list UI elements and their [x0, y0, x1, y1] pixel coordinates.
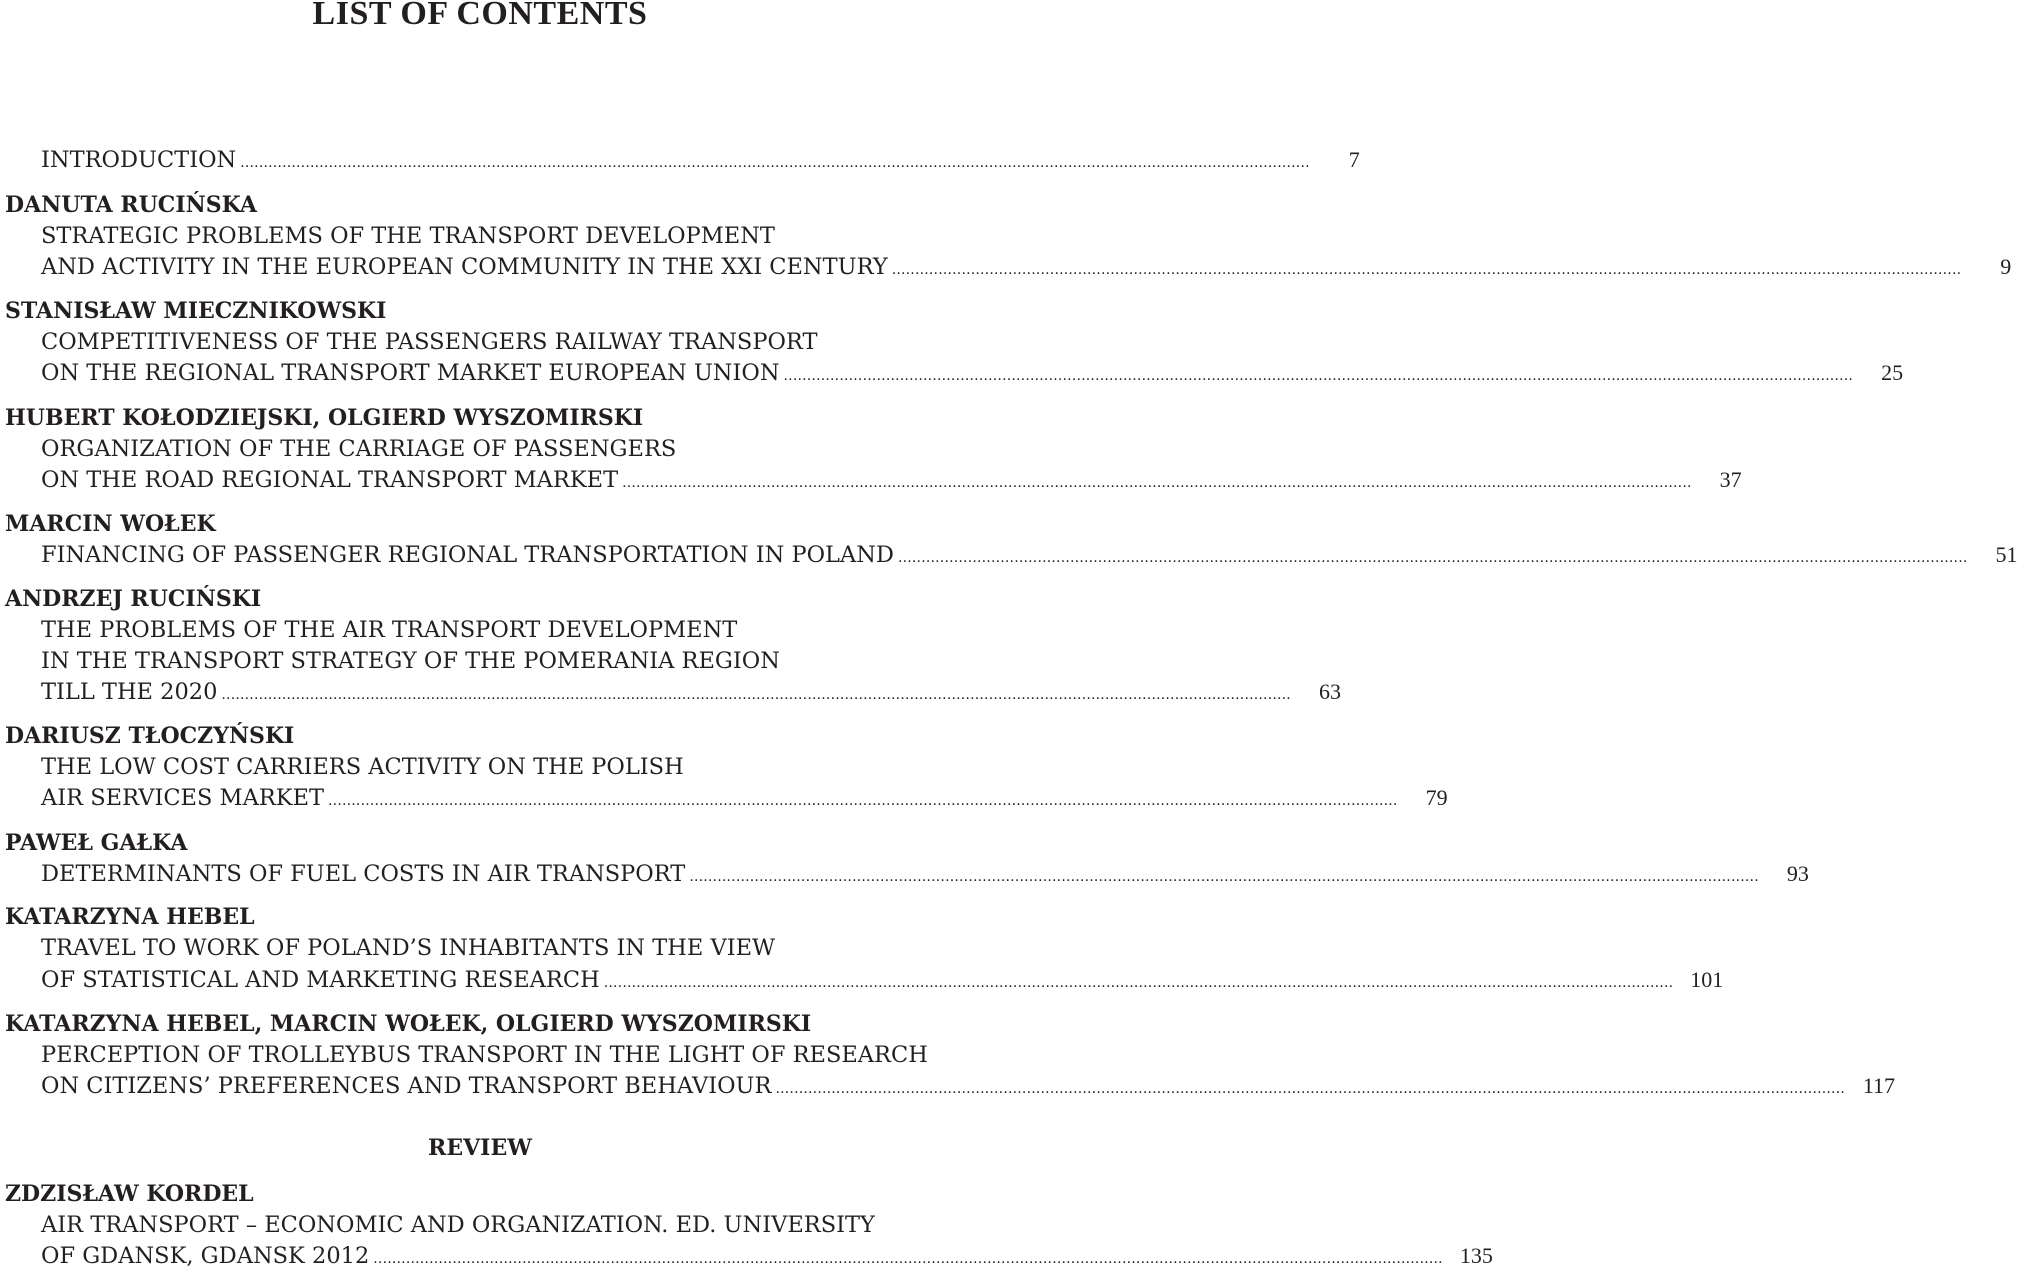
page-number: 63	[1318, 679, 1341, 704]
toc-entry-link[interactable]	[41, 965, 1724, 998]
toc-entry-link[interactable]	[41, 1071, 1896, 1104]
toc-title-line: AIR TRANSPORT – ECONOMIC AND ORGANIZATION. ED. UNIVERSITY	[41, 1212, 875, 1238]
dot-leader: ......................................................................................................................................................................................................................................	[622, 475, 1692, 491]
toc-entry-link[interactable]	[41, 859, 1809, 892]
dot-leader: ......................................................................................................................................................................................................................................	[891, 262, 1962, 278]
toc-entry-link[interactable]	[41, 677, 1341, 710]
toc-title-line: IN THE TRANSPORT STRATEGY OF THE POMERANIA REGION	[41, 648, 780, 674]
toc-author: STANISŁAW MIECZNIKOWSKI	[5, 298, 387, 324]
toc-title-line: ON THE ROAD REGIONAL TRANSPORT MARKET	[41, 467, 619, 493]
toc-entry-link[interactable]	[41, 1241, 1493, 1274]
page-number: 117	[1862, 1073, 1896, 1098]
dot-leader: ......................................................................................................................................................................................................................................	[328, 793, 1398, 809]
toc-author: KATARZYNA HEBEL	[5, 904, 255, 930]
toc-title-line: AND ACTIVITY IN THE EUROPEAN COMMUNITY IN THE XXI CENTURY	[41, 254, 888, 280]
toc-author: HUBERT KOŁODZIEJSKI, OLGIERD WYSZOMIRSKI	[5, 405, 644, 431]
page-title: LIST OF CONTENTS	[312, 0, 648, 32]
toc-title-line: INTRODUCTION	[41, 147, 237, 173]
toc-title-line: TRAVEL TO WORK OF POLAND’S INHABITANTS IN THE VIEW	[41, 935, 776, 961]
toc-title-line: DETERMINANTS OF FUEL COSTS IN AIR TRANSPORT	[41, 861, 686, 887]
toc-title-line: ON THE REGIONAL TRANSPORT MARKET EUROPEAN UNION	[41, 360, 780, 386]
toc-title-line: ORGANIZATION OF THE CARRIAGE OF PASSENGERS	[41, 436, 677, 462]
toc-entry-link[interactable]	[41, 358, 1904, 391]
page-number: 101	[1690, 967, 1724, 992]
dot-leader: ......................................................................................................................................................................................................................................	[603, 975, 1674, 991]
dot-leader: ......................................................................................................................................................................................................................................	[897, 550, 1968, 566]
page-number: 25	[1881, 360, 1904, 385]
toc-author: PAWEŁ GAŁKA	[5, 830, 188, 856]
dot-leader: ......................................................................................................................................................................................................................................	[240, 155, 1310, 171]
dot-leader: ......................................................................................................................................................................................................................................	[221, 687, 1291, 703]
toc-entry-link[interactable]	[41, 540, 2018, 573]
toc-title-line: COMPETITIVENESS OF THE PASSENGERS RAILWAY TRANSPORT	[41, 329, 818, 355]
toc-title-line: PERCEPTION OF TROLLEYBUS TRANSPORT IN THE LIGHT OF RESEARCH	[41, 1042, 928, 1068]
toc-author: ZDZISŁAW KORDEL	[5, 1181, 254, 1207]
toc-title-line: THE LOW COST CARRIERS ACTIVITY ON THE POLISH	[41, 754, 684, 780]
toc-title-line: AIR SERVICES MARKET	[41, 785, 325, 811]
page-number: 93	[1786, 861, 1809, 886]
toc-title-line: STRATEGIC PROBLEMS OF THE TRANSPORT DEVELOPMENT	[41, 223, 775, 249]
page-number: 135	[1459, 1243, 1493, 1268]
toc-entry-link[interactable]	[41, 783, 1448, 816]
toc-title-line: FINANCING OF PASSENGER REGIONAL TRANSPORTATION IN POLAND	[41, 542, 894, 568]
toc-entry-link[interactable]	[41, 252, 2012, 285]
toc-entry-introduction[interactable]	[41, 145, 1360, 178]
page-number: 9	[2000, 254, 2012, 279]
section-heading-review: REVIEW	[428, 1135, 532, 1161]
toc-title-line: OF STATISTICAL AND MARKETING RESEARCH	[41, 967, 600, 993]
page-number: 79	[1425, 785, 1448, 810]
dot-leader: ......................................................................................................................................................................................................................................	[689, 869, 1759, 885]
toc-author: ANDRZEJ RUCIŃSKI	[5, 586, 262, 612]
toc-entry-link[interactable]	[41, 465, 1742, 498]
dot-leader: ......................................................................................................................................................................................................................................	[783, 368, 1854, 384]
toc-author: KATARZYNA HEBEL, MARCIN WOŁEK, OLGIERD WYSZOMIRSKI	[5, 1011, 812, 1037]
page-number: 51	[1995, 542, 2018, 567]
dot-leader: ......................................................................................................................................................................................................................................	[775, 1081, 1846, 1097]
toc-author: DANUTA RUCIŃSKA	[5, 192, 257, 218]
toc-author: DARIUSZ TŁOCZYŃSKI	[5, 723, 295, 749]
toc-title-line: OF GDANSK, GDANSK 2012	[41, 1243, 370, 1269]
page-number: 7	[1348, 147, 1360, 172]
toc-title-line: ON CITIZENS’ PREFERENCES AND TRANSPORT BEHAVIOUR	[41, 1073, 772, 1099]
toc-author: MARCIN WOŁEK	[5, 511, 216, 537]
page-number: 37	[1719, 467, 1742, 492]
dot-leader: ......................................................................................................................................................................................................................................	[373, 1251, 1443, 1267]
toc-title-line: THE PROBLEMS OF THE AIR TRANSPORT DEVELOPMENT	[41, 617, 738, 643]
toc-title-line: TILL THE 2020	[41, 679, 218, 705]
